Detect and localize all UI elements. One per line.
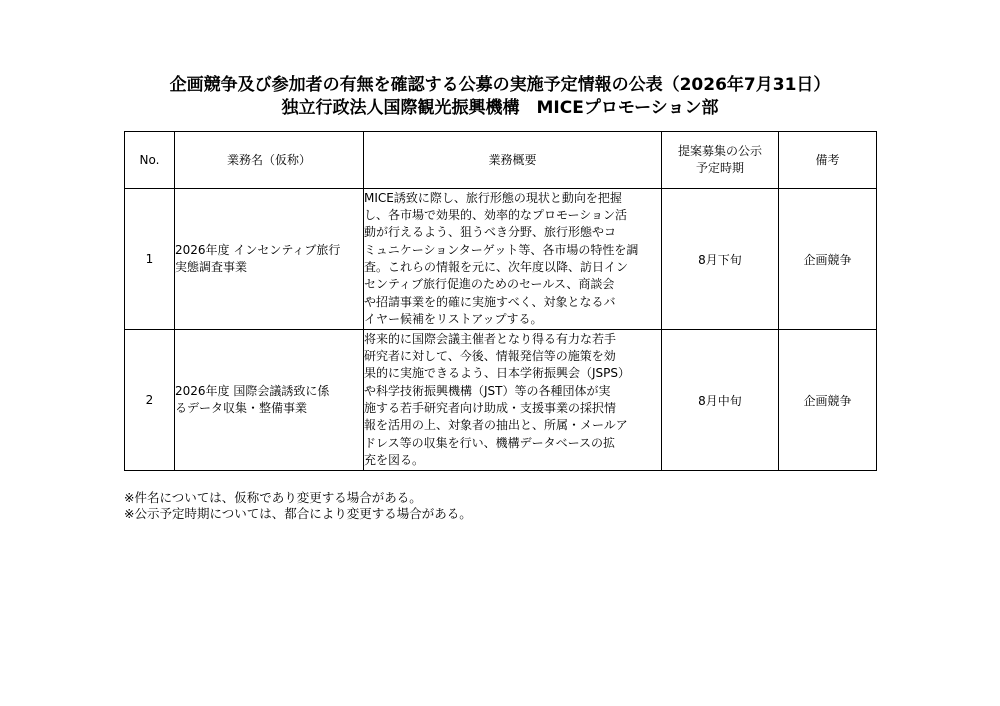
summary-line: 充を図る。 bbox=[364, 452, 425, 467]
footnote: ※公示予定時期については、都合により変更する場合がある。 bbox=[124, 506, 472, 521]
cell-name bbox=[175, 189, 364, 330]
cell-note: 企画競争 bbox=[779, 189, 877, 330]
summary-line: 果的に実施できるよう、日本学術振興会（JSPS） bbox=[364, 366, 631, 381]
header-note: 備考 bbox=[779, 132, 877, 189]
cell-summary bbox=[364, 330, 662, 471]
cell-summary bbox=[364, 189, 662, 330]
title-line-2: 独立行政法人国際観光振興機構 MICEプロモーション部 bbox=[281, 98, 719, 118]
summary-line: センティブ旅行促進のためのセールス、商談会 bbox=[364, 277, 615, 292]
summary-line: 査。これらの情報を元に、次年度以降、訪日イン bbox=[364, 260, 629, 274]
summary-line: MICE誘致に際し、旅行形態の現状と動向を把握 bbox=[364, 190, 622, 205]
table-header-row bbox=[125, 132, 877, 189]
header-period-line-2: 予定時期 bbox=[695, 161, 744, 175]
summary-line: し、各市場で効果的、効率的なプロモーション活 bbox=[364, 208, 628, 223]
footnotes bbox=[124, 490, 472, 522]
summary-line: 動が行えるよう、狙うべき分野、旅行形態やコ bbox=[364, 225, 617, 240]
summary-line: や招請事業を的確に実施すべく、対象となるバ bbox=[364, 294, 616, 309]
cell-no: 1 bbox=[125, 189, 175, 330]
page-title bbox=[0, 74, 1000, 120]
table-row bbox=[125, 330, 877, 471]
summary-line: ミュニケーションターゲット等、各市場の特性を調 bbox=[364, 242, 639, 257]
header-name: 業務名（仮称） bbox=[175, 132, 364, 189]
name-line: 2026年度 国際会議誘致に係 bbox=[175, 384, 330, 398]
cell-name bbox=[175, 330, 364, 471]
summary-line: 施する若手研究者向け助成・支援事業の採択情 bbox=[364, 401, 617, 415]
summary-line: 報を活用の上、対象者の抽出と、所属・メールア bbox=[364, 418, 628, 433]
header-no: No. bbox=[125, 132, 175, 189]
header-summary: 業務概要 bbox=[364, 132, 662, 189]
cell-no: 2 bbox=[125, 330, 175, 471]
summary-line: 研究者に対して、今後、情報発信等の施策を効 bbox=[364, 349, 616, 364]
schedule-table bbox=[124, 131, 877, 471]
cell-note: 企画競争 bbox=[779, 330, 877, 471]
summary-line: 将来的に国際会議主催者となり得る有力な若手 bbox=[364, 331, 617, 346]
header-period bbox=[662, 132, 779, 189]
summary-line: や科学技術振興機構（JST）等の各種団体が実 bbox=[364, 383, 611, 398]
name-line: 実態調査事業 bbox=[175, 260, 248, 274]
summary-line: イヤー候補をリストアップする。 bbox=[364, 311, 543, 326]
header-period-line-1: 提案募集の公示 bbox=[677, 144, 762, 158]
table-row bbox=[125, 189, 877, 330]
summary-line: ドレス等の収集を行い、機構データベースの拡 bbox=[364, 435, 616, 450]
title-line-1: 企画競争及び参加者の有無を確認する公募の実施予定情報の公表（2026年7月31日） bbox=[169, 75, 831, 95]
name-line: 2026年度 インセンティブ旅行 bbox=[175, 243, 341, 257]
cell-period: 8月中旬 bbox=[662, 330, 779, 471]
cell-period: 8月下旬 bbox=[662, 189, 779, 330]
name-line: るデータ収集・整備事業 bbox=[175, 401, 308, 415]
footnote: ※件名については、仮称であり変更する場合がある。 bbox=[124, 490, 422, 505]
